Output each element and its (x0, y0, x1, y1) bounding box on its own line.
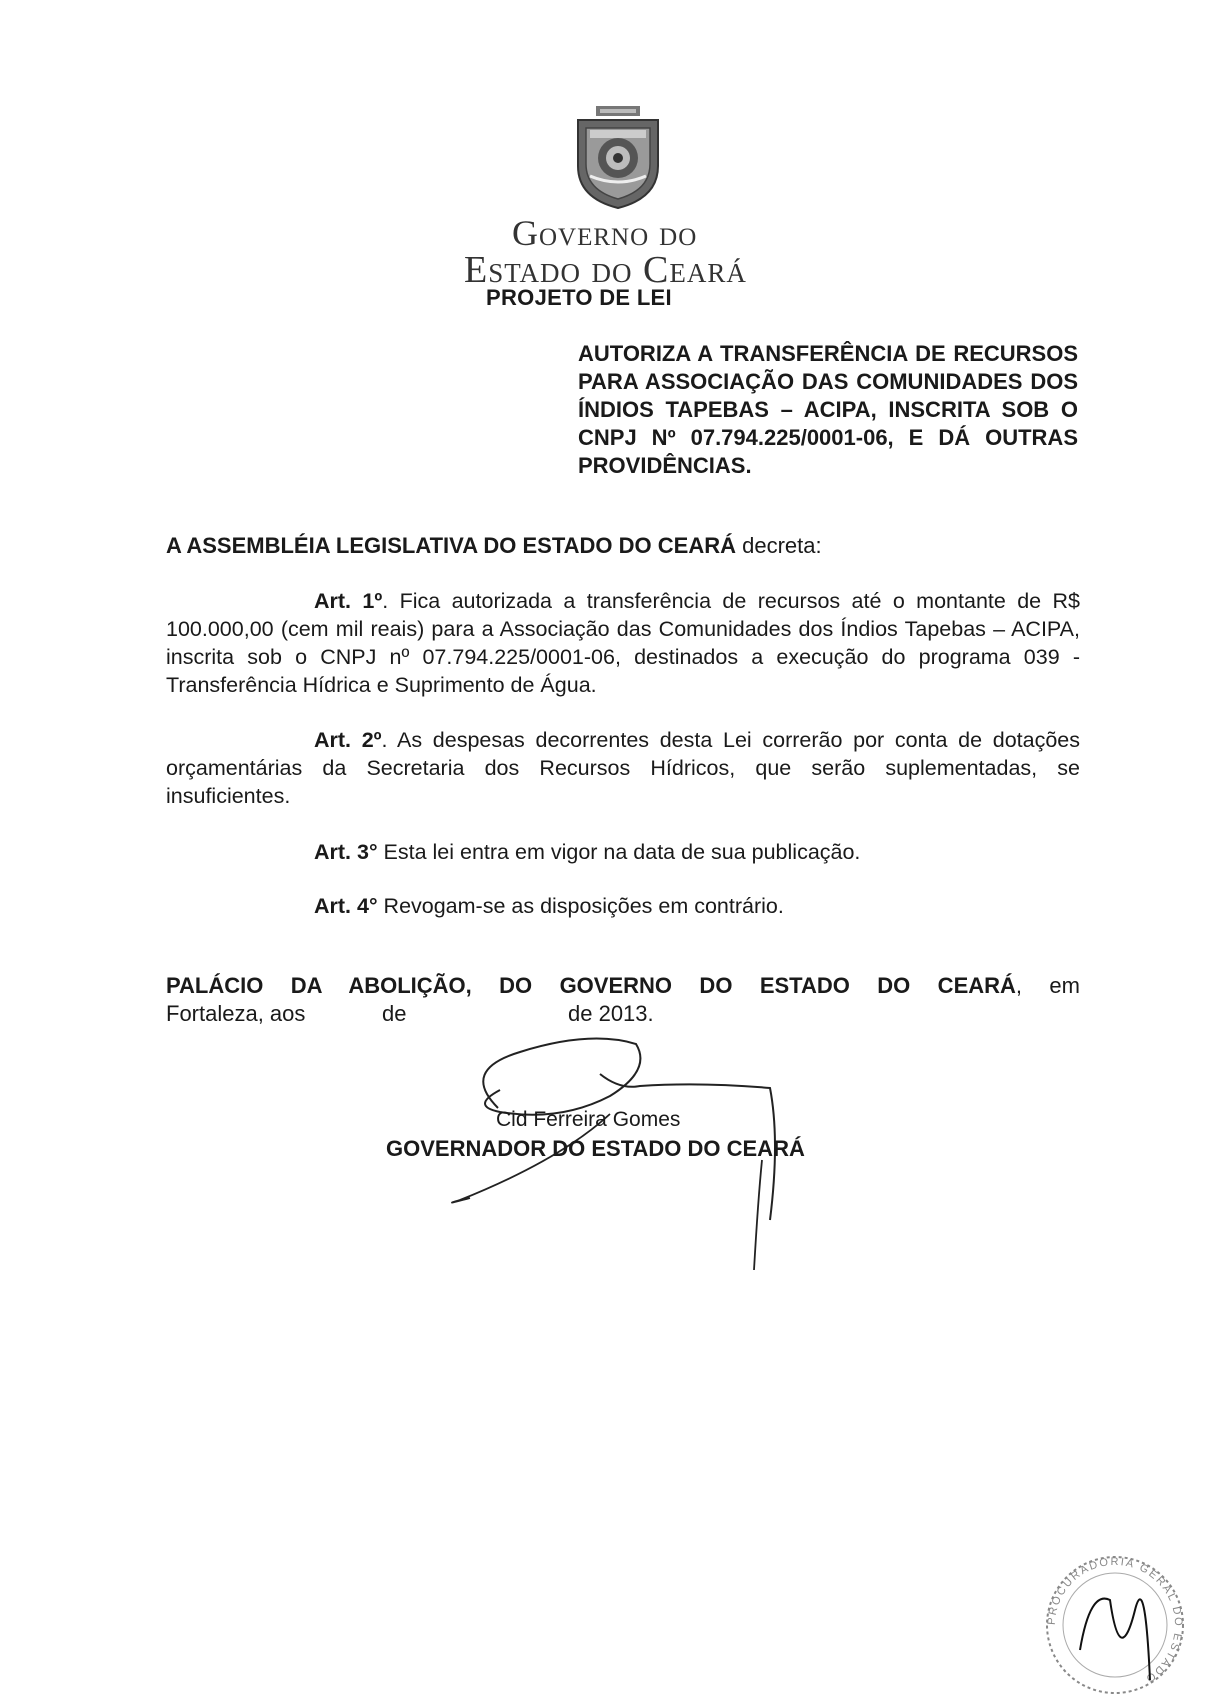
preamble-bold: A ASSEMBLÉIA LEGISLATIVA DO ESTADO DO CEARÁ (166, 533, 736, 558)
signer-name: Cid Ferreira Gomes (496, 1108, 681, 1131)
closing-bold: PALÁCIO DA ABOLIÇÃO, DO GOVERNO DO ESTADO DO CEARÁ (166, 973, 1016, 998)
date-line (166, 1000, 1080, 1028)
circular-rubber-stamp-icon (1040, 1550, 1190, 1700)
preamble (166, 533, 1086, 559)
ceara-coat-of-arms-icon (566, 106, 670, 210)
article-label: Art. 2º (314, 728, 382, 752)
gov-heading-line2: Estado do Ceará (464, 249, 747, 291)
article-label: Art. 1º (314, 589, 383, 613)
closing-rest: , em (1015, 973, 1080, 998)
closing (166, 972, 1080, 1028)
article-1 (166, 587, 1080, 699)
article-2 (166, 726, 1080, 810)
article-3 (166, 838, 1080, 866)
article-label: Art. 4° (314, 894, 378, 918)
gov-heading-line1: Governo do (512, 213, 698, 253)
signer-title: GOVERNADOR DO ESTADO DO CEARÁ (386, 1136, 805, 1161)
svg-text:PROCURADORIA GERAL DO ESTADO (1046, 1556, 1184, 1685)
article-label: Art. 3° (314, 840, 378, 864)
doc-type: PROJETO DE LEI (486, 285, 672, 310)
ementa: AUTORIZA A TRANSFERÊNCIA DE RECURSOS PARA ASSOCIAÇÃO DAS COMUNIDADES DOS ÍNDIOS TAPEBAS – ACIPA, INSCRITA SOB O CNPJ Nº 07.794.225/0001-06, E DÁ OUTRAS PROVIDÊNCIAS. (578, 341, 1078, 478)
article-text: . Fica autorizada a transferência de recursos até o montante de R$ 100.000,00 (cem mil reais) para a Associação das Comunidades dos Índios Tapebas – ACIPA, inscrita sob o CNPJ nº 07.794.225/0001-06, destinados a execução do programa 039 - Transferência Hídrica e Suprimento de Água. (166, 589, 1081, 697)
date-part2: de (382, 1001, 407, 1026)
article-4 (166, 892, 1080, 920)
date-part1: Fortaleza, aos (166, 1001, 306, 1026)
article-text: . As despesas decorrentes desta Lei correrão por conta de dotações orçamentárias da Secretaria dos Recursos Hídricos, que serão suplementadas, se insuficientes. (166, 728, 1081, 808)
article-text: Esta lei entra em vigor na data de sua publicação. (377, 840, 861, 864)
article-text: Revogam-se as disposições em contrário. (377, 894, 784, 918)
closing-place (166, 972, 1080, 1000)
stamp-text: PROCURADORIA GERAL DO ESTADO (1045, 1555, 1185, 1686)
preamble-rest: decreta: (735, 533, 822, 558)
date-part3: de 2013. (568, 1001, 654, 1026)
